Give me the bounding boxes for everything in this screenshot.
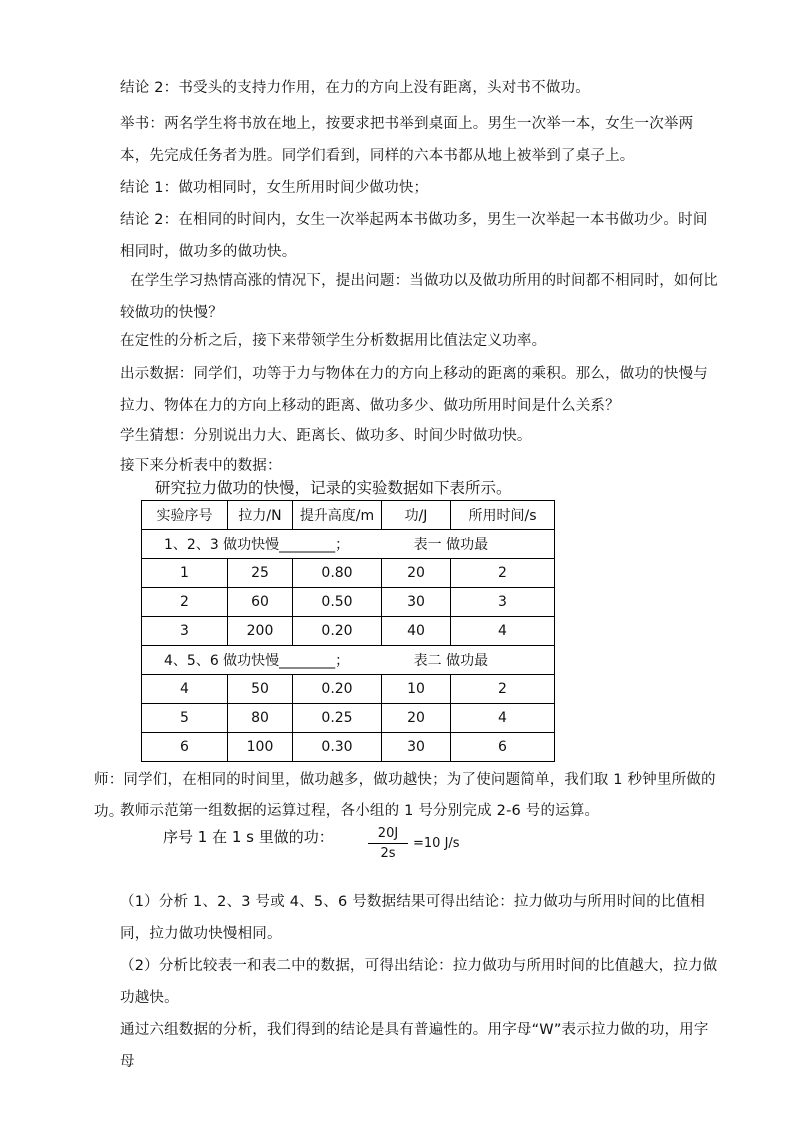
table-cell: 3 (142, 617, 228, 646)
table-cell: 4 (451, 617, 555, 646)
formula-result: =10 J/s (413, 836, 460, 851)
table-cell: 5 (142, 704, 228, 733)
table-cell: 30 (382, 588, 451, 617)
table-cell: 3 (451, 588, 555, 617)
table-cell: 200 (228, 617, 293, 646)
table-row (142, 733, 555, 762)
group-header-cell (142, 646, 555, 675)
formula-numerator: 20J (377, 826, 399, 841)
paragraph-lifting-books-activity: 举书：两名学生将书放在地上，按要求把书举到桌面上。男生一次举一本，女生一次举两本，先完成任务者为胜。同学们看到，同样的六本书都从地上被举到了桌子上。 (120, 116, 694, 164)
header-cell: 实验序号 (142, 501, 228, 530)
table-cell: 0.20 (293, 675, 382, 704)
paragraph-teacher-demo: 教师示范第一组数据的运算过程，各小组的 1 号分别完成 2-6 号的运算。 (120, 803, 600, 819)
paragraph-conclusion-b: （2）分析比较表一和表二中的数据，可得出结论：拉力做功与所用时间的比值越大，拉力做功越快。 (120, 958, 718, 1006)
formula-denominator: 2s (380, 846, 396, 861)
table-cell: 2 (142, 588, 228, 617)
table-row (142, 675, 555, 704)
table-cell: 20 (382, 704, 451, 733)
group-header-cell (142, 530, 555, 559)
table-cell: 0.30 (293, 733, 382, 762)
formula-label: 序号 1 在 1 s 里做的功： (163, 828, 334, 846)
paragraph-general-conclusion: 通过六组数据的分析，我们得到的结论是具有普遍性的。用字母“W”表示拉力做的功，用字母 (120, 1022, 709, 1070)
table-cell: 100 (228, 733, 293, 762)
table-row (142, 617, 555, 646)
header-cell: 所用时间/s (451, 501, 555, 530)
table-cell: 25 (228, 559, 293, 588)
table-cell: 0.80 (293, 559, 382, 588)
table-cell: 2 (451, 559, 555, 588)
table-cell: 4 (451, 704, 555, 733)
header-cell: 功/J (382, 501, 451, 530)
table-cell: 4 (142, 675, 228, 704)
experiment-data-table (141, 500, 555, 762)
table-row (142, 559, 555, 588)
paragraph-ratio-method: 在定性的分析之后，接下来带领学生分析数据用比值法定义功率。 (120, 333, 547, 349)
paragraph-show-data: 出示数据：同学们，功等于力与物体在力的方向上移动的距离的乘积。那么，做功的快慢与拉力、物体在力的方向上移动的距离、做功多少、做功所用时间是什么关系？ (120, 366, 708, 414)
table-cell: 2 (451, 675, 555, 704)
table-header-row (142, 501, 555, 530)
group-table-label: 表二 做功最 (413, 653, 489, 669)
table-cell: 60 (228, 588, 293, 617)
formula-fraction (368, 826, 408, 861)
paragraph-conclusion-a: （1）分析 1、2、3 号或 4、5、6 号数据结果可得出结论：拉力做功与所用时间的比值相同，拉力做功快慢相同。 (120, 894, 706, 942)
paragraph-teacher-remark: 师：同学们，在相同的时间里，做功越多，做功越快；为了使问题简单，我们取 1 秒钟里所做的功。 (94, 772, 716, 820)
group-header-row (142, 646, 555, 675)
table-cell: 30 (382, 733, 451, 762)
table-cell: 80 (228, 704, 293, 733)
paragraph-conclusion-2-book-head: 结论 2：书受头的支持力作用，在力的方向上没有距离，头对书不做功。 (120, 80, 590, 96)
paragraph-conclusion-1: 结论 1：做功相同时，女生所用时间少做功快； (120, 180, 429, 196)
paragraph-student-guess: 学生猜想：分别说出力大、距离长、做功多、时间少时做功快。 (120, 428, 532, 444)
table-cell: 6 (451, 733, 555, 762)
table-caption: 研究拉力做功的快慢，记录的实验数据如下表所示。 (155, 479, 512, 497)
table-row (142, 704, 555, 733)
table-cell: 6 (142, 733, 228, 762)
table-cell: 1 (142, 559, 228, 588)
header-cell: 拉力/N (228, 501, 293, 530)
table-row (142, 588, 555, 617)
table-cell: 50 (228, 675, 293, 704)
table-cell: 40 (382, 617, 451, 646)
paragraph-question: 在学生学习热情高涨的情况下，提出问题：当做功以及做功所用的时间都不相同时，如何比较做功的快慢？ (120, 273, 718, 321)
paragraph-conclusion-2-time: 结论 2：在相同的时间内，女生一次举起两本书做功多，男生一次举起一本书做功少。时间相同时，做功多的做功快。 (120, 212, 708, 260)
group-question: 1、2、3 做功快慢________； (164, 537, 350, 553)
table-cell: 20 (382, 559, 451, 588)
group-table-label: 表一 做功最 (413, 537, 489, 553)
table-cell: 0.25 (293, 704, 382, 733)
group-question: 4、5、6 做功快慢________； (164, 653, 350, 669)
table-cell: 0.20 (293, 617, 382, 646)
paragraph-analyze-table: 接下来分析表中的数据： (120, 458, 282, 474)
table-cell: 0.50 (293, 588, 382, 617)
header-cell: 提升高度/m (293, 501, 382, 530)
table-cell: 10 (382, 675, 451, 704)
group-header-row (142, 530, 555, 559)
